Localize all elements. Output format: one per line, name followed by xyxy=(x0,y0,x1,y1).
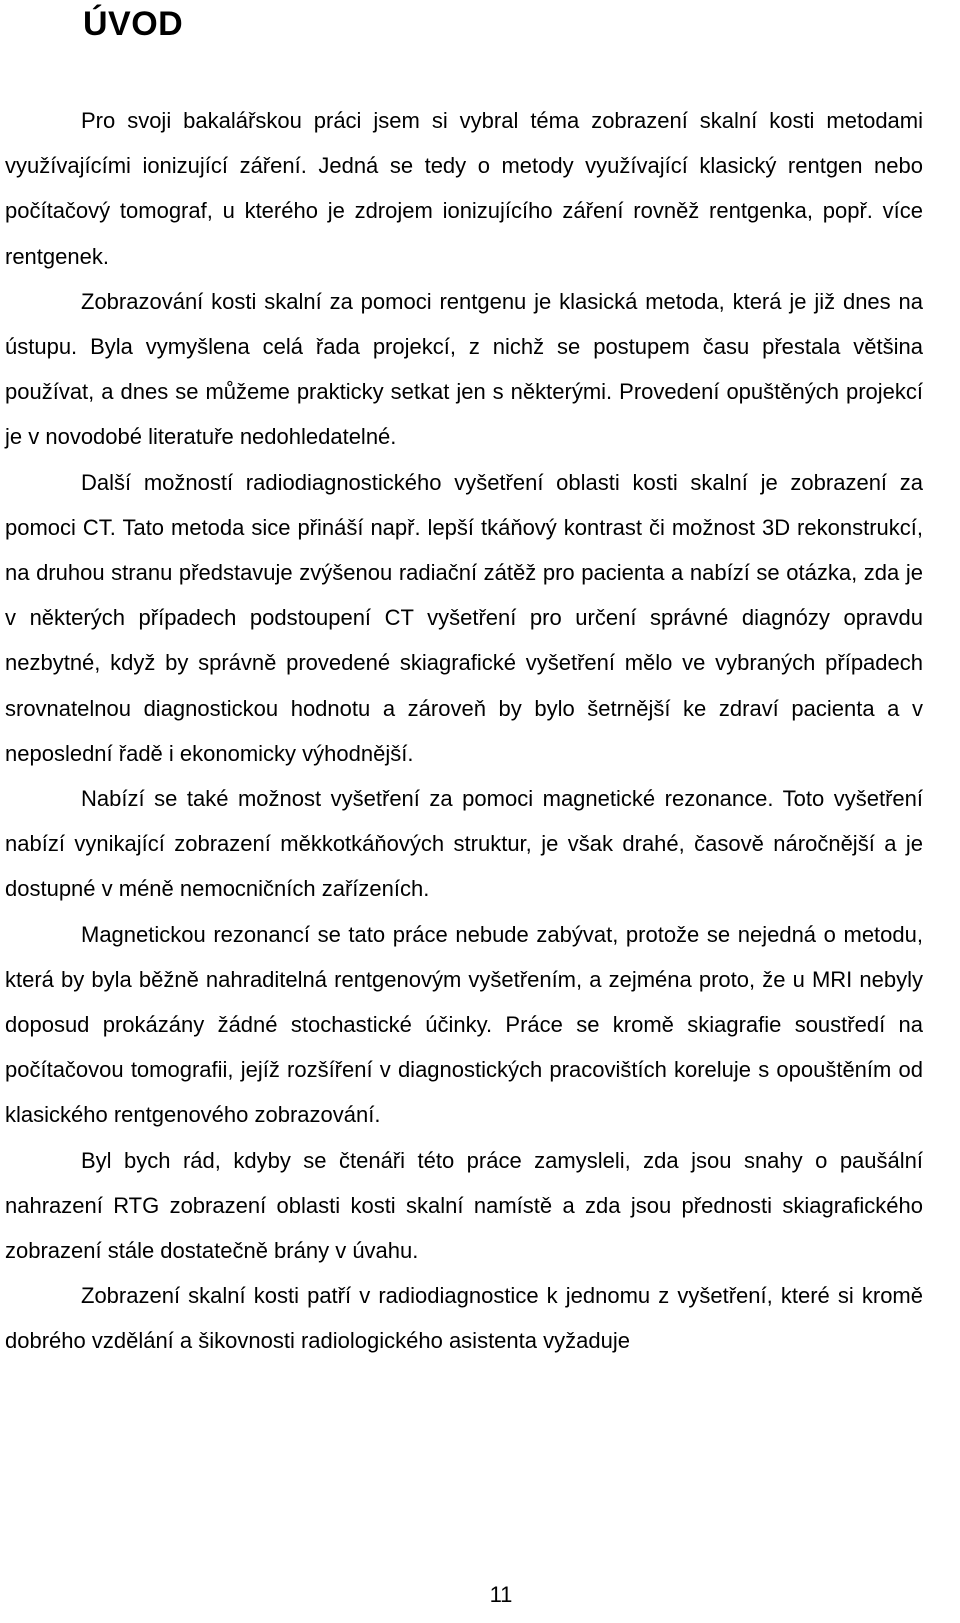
body-text xyxy=(5,98,923,1364)
paragraph-4: Nabízí se také možnost vyšetření za pomoci magnetické rezonance. Toto vyšetření nabízí vynikající zobrazení měkkotkáňových struktur, je však drahé, časově náročnější a je dostupné v méně nemocničních zařízeních. xyxy=(5,786,923,902)
section-heading: ÚVOD xyxy=(83,5,184,43)
paragraph-6: Byl bych rád, kdyby se čtenáři této práce zamysleli, zda jsou snahy o paušální nahrazení RTG zobrazení oblasti kosti skalní namístě a zda jsou přednosti skiagrafického zobrazení stále dostatečně brány v úvahu. xyxy=(5,1147,923,1264)
paragraph-2: Zobrazování kosti skalní za pomoci rentgenu je klasická metoda, která je již dnes na ústupu. Byla vymyšlena celá řada projekcí, z nichž se postupem času přestala většina používat, a dnes se můžeme prakticky setkat jen s některými. Provedení opuštěných projekcí je v novodobé literatuře nedohledatelné. xyxy=(5,288,923,450)
paragraph-5: Magnetickou rezonancí se tato práce nebude zabývat, protože se nejedná o metodu, která by byla běžně nahraditelná rentgenovým vyšetřením, a zejména proto, že u MRI nebyly doposud prokázány žádné stochastické účinky. Práce se kromě skiagrafie soustředí na počítačovou tomografii, jejíž rozšíření v diagnostických pracovištích koreluje s opouštěním od klasického rentgenového zobrazování. xyxy=(5,921,923,1128)
paragraph-1: Pro svoji bakalářskou práci jsem si vybral téma zobrazení skalní kosti metodami využívajícími ionizující záření. Jedná se tedy o metody využívající klasický rentgen nebo počítačový tomograf, u kterého je zdrojem ionizujícího záření rovněž rentgenka, popř. více rentgenek. xyxy=(5,108,923,269)
document-page xyxy=(5,0,923,1623)
paragraph-3: Další možností radiodiagnostického vyšetření oblasti kosti skalní je zobrazení za pomoci CT. Tato metoda sice přináší např. lepší tkáňový kontrast či možnost 3D rekonstrukcí, na druhou stranu představuje zvýšenou radiační zátěž pro pacienta a nabízí se otázka, zda je v některých případech podstoupení CT vyšetření pro určení správné diagnózy opravdu nezbytné, když by správně provedené skiagrafické vyšetření mělo ve vybraných případech srovnatelnou diagnostickou hodnotu a zároveň by bylo šetrnější ke zdraví pacienta a v neposlední řadě i ekonomicky výhodnější. xyxy=(5,469,923,766)
paragraph-7: Zobrazení skalní kosti patří v radiodiagnostice k jednomu z vyšetření, které si kromě dobrého vzdělání a šikovnosti radiologického asistenta vyžaduje xyxy=(5,1283,923,1354)
page-number: 11 xyxy=(489,1582,513,1607)
